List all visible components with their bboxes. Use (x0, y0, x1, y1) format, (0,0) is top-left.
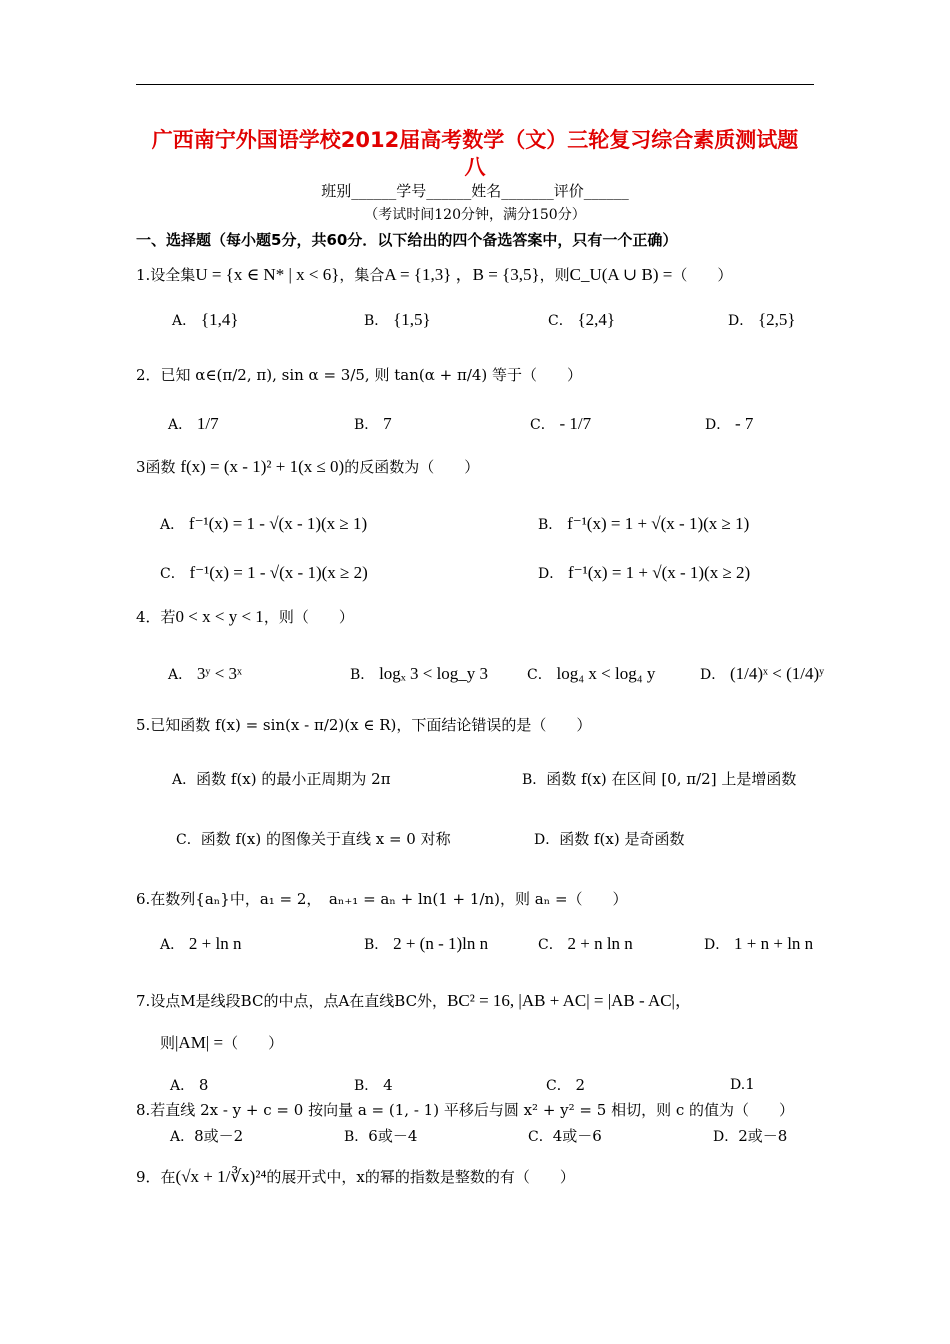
q9-expression: (√x + 1/∛x)²⁴ (175, 1167, 267, 1186)
question-3: 3函数 f(x) = (x - 1)² + 1(x ≤ 0)的反函数为（ ） (136, 457, 480, 476)
q4-option-a: A． 3ʸ < 3ˣ (168, 664, 242, 683)
q8-option-d: D．2或－8 (713, 1127, 788, 1145)
top-rule (136, 84, 814, 85)
q5-option-c: C．函数 f(x) 的图像关于直线 x = 0 对称 (176, 830, 451, 848)
q6-option-d: D． 1 + n + ln n (704, 934, 814, 953)
question-4: 4．若0 < x < y < 1，则（ ） (136, 607, 354, 626)
question-7: 7.设点M是线段BC的中点，点A在直线BC外，BC² = 16, |AB + AC| = |AB - AC|， (136, 991, 692, 1010)
q2-option-b: B． 7 (354, 414, 392, 433)
q7-option-c: C． 2 (546, 1076, 586, 1094)
q7-option-a: A． 8 (170, 1076, 209, 1094)
q1-stem-c: ，则 (539, 266, 570, 284)
question-9: 9．在(√x + 1/∛x)²⁴的展开式中，x的幂的指数是整数的有（ ） (136, 1167, 575, 1186)
q7-option-d: D.1 (730, 1075, 755, 1093)
q3-option-b: B． f⁻¹(x) = 1 + √(x - 1)(x ≥ 1) (538, 514, 750, 533)
q1-complement: C_U(A ∪ B) = (569, 265, 673, 284)
question-1 (136, 260, 732, 285)
q1-paren: （ ） (672, 266, 733, 284)
q7-option-b: B． 4 (354, 1076, 393, 1094)
question-6: 6.在数列{aₙ}中，a₁ = 2， aₙ₊₁ = aₙ + ln(1 + 1/n)，则 aₙ =（ ） (136, 890, 628, 908)
q1-stem-a: 1.设全集 (136, 266, 196, 284)
q3-function: f(x) = (x - 1)² + 1(x ≤ 0) (180, 457, 345, 476)
q6-option-b: B． 2 + (n - 1)ln n (364, 934, 489, 953)
question-5: 5.已知函数 f(x) = sin(x - π/2)(x ∈ R)，下面结论错误的是（ ） (136, 716, 592, 734)
q1-option-d: D． {2,5} (728, 310, 796, 329)
question-8: 8.若直线 2x - y + c = 0 按向量 a = (1, - 1) 平移后与圆 x² + y² = 5 相切，则 c 的值为（ ） (136, 1101, 795, 1119)
exam-info: （考试时间120分钟，满分150分） (364, 207, 586, 223)
q4-option-d: D． (1/4)ˣ < (1/4)ʸ (700, 664, 825, 683)
q1-stem-b: ，集合 (339, 266, 385, 284)
q4-option-b: B． logₓ 3 < log_y 3 (350, 664, 489, 683)
q1-sets: A = {1,3} ，B = {3,5} (384, 265, 540, 284)
q6-option-c: C． 2 + n ln n (538, 934, 633, 953)
page-title-line2: 八 (464, 155, 486, 179)
q1-option-a: A． {1,4} (172, 310, 239, 329)
q4-option-c: C． log₄ x < log₄ y (527, 664, 656, 683)
q8-option-a: A．8或－2 (170, 1127, 244, 1145)
question-7-line2: 则|AM| =（ ） (160, 1033, 284, 1052)
q2-option-c: C． - 1/7 (530, 414, 592, 433)
q2-option-a: A． 1/7 (168, 414, 219, 433)
q3-option-c: C． f⁻¹(x) = 1 - √(x - 1)(x ≥ 2) (160, 563, 368, 582)
q1-universal-set: U = {x ∈ N* | x < 6} (195, 265, 340, 284)
q5-option-a: A．函数 f(x) 的最小正周期为 2π (172, 770, 391, 788)
question-2: 2．已知 α∈(π/2, π), sin α = 3/5, 则 tan(α + π/4) 等于（ ） (136, 366, 583, 384)
q2-option-d: D． - 7 (705, 414, 754, 433)
q3-option-a: A． f⁻¹(x) = 1 - √(x - 1)(x ≥ 1) (160, 514, 368, 533)
q1-option-b: B． {1,5} (364, 310, 431, 329)
q6-option-a: A． 2 + ln n (160, 934, 242, 953)
q7-condition: BC² = 16, |AB + AC| = |AB - AC|， (447, 991, 692, 1010)
q4-condition: 0 < x < y < 1 (175, 607, 264, 626)
q3-option-d: D． f⁻¹(x) = 1 + √(x - 1)(x ≥ 2) (538, 563, 751, 582)
page-title: 广西南宁外国语学校2012届高考数学（文）三轮复习综合素质测试题 (151, 128, 799, 152)
section-heading: 一、选择题（每小题5分，共60分．以下给出的四个备选答案中，只有一个正确） (136, 231, 678, 249)
q8-option-c: C．4或－6 (528, 1127, 602, 1145)
q5-option-b: B．函数 f(x) 在区间 [0, π/2] 上是增函数 (522, 770, 797, 788)
q5-option-d: D．函数 f(x) 是奇函数 (534, 830, 685, 848)
q7-am: |AM| = (175, 1033, 224, 1052)
q1-option-c: C． {2,4} (548, 310, 616, 329)
q8-option-b: B．6或－4 (344, 1127, 418, 1145)
student-info: 班别______学号______姓名_______评价______ (321, 182, 629, 200)
